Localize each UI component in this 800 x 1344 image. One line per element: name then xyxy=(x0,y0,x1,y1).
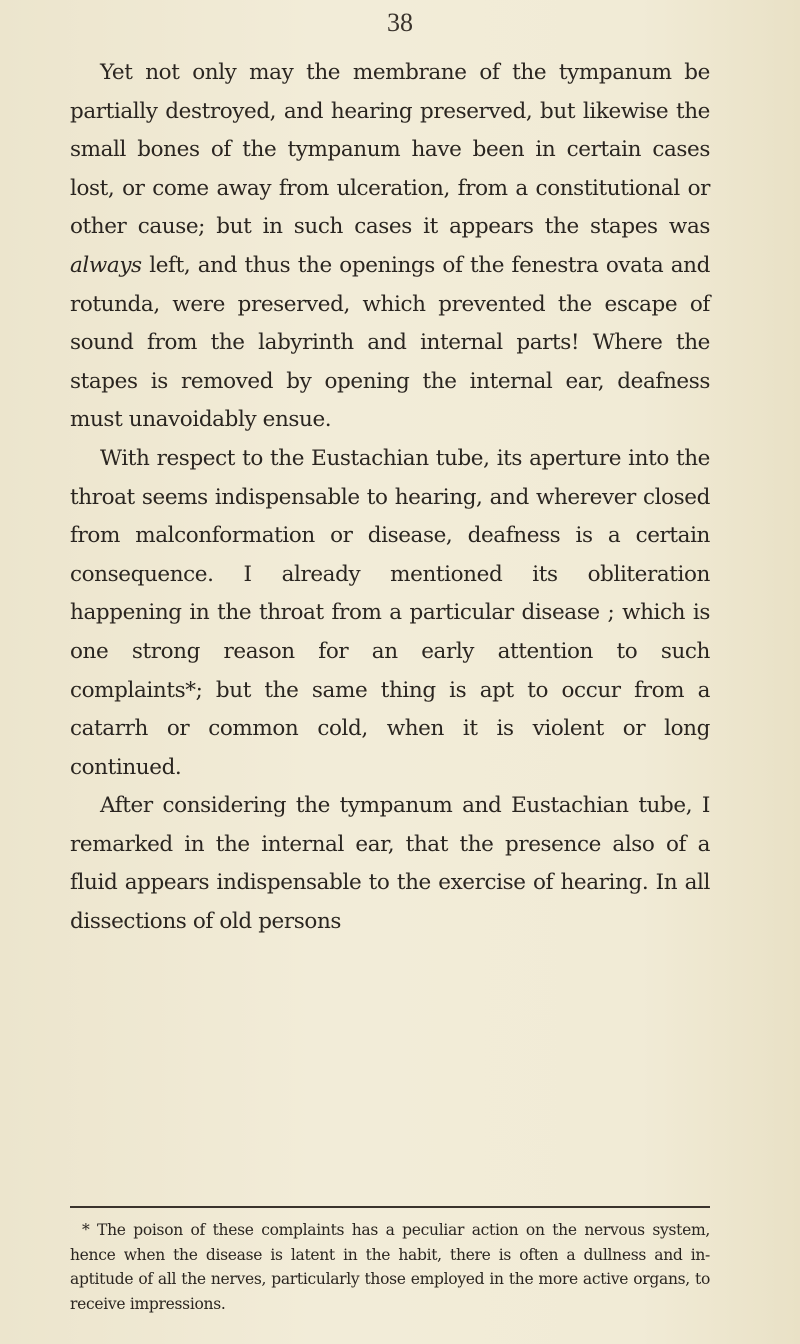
paragraph-1-text-after: left, and thus the openings of the fenestra ovata and rotunda, were preserved, which prevented the escape of sound from the labyrinth and internal parts! Where the stapes is removed by opening the internal ear, deafness must unavoidably ensue. xyxy=(70,252,710,433)
paragraph-1-text-before: Yet not only may the membrane of the tympanum be partially destroyed, and hearing preserved, but likewise the small bones of the tympanum have been in certain cases lost, or come away from ulceration, from a constitutional or other cause; but in such cases it appears the stapes was xyxy=(70,60,710,240)
paragraph-2: With respect to the Eustachian tube, its aperture into the throat seems indispensable to hearing, and wherever closed from malconformation or disease, deafness is a certain consequence. I already mentioned its obliteration happening in the throat from a particular disease ; which is one strong reason for an early attention to such complaints*; but the same thing is apt to occur from a catarrh or common cold, when it is violent or long continued. xyxy=(70,445,710,780)
paragraph-1 xyxy=(70,54,710,440)
emphasis-always: always xyxy=(70,252,142,278)
body-text xyxy=(70,54,710,942)
footnote-rule xyxy=(70,1206,710,1208)
paragraph-3: After considering the tympanum and Eustachian tube, I remarked in the internal ear, that the presence also of a fluid appears indispensable to the exercise of hearing. In all dissections of old persons xyxy=(70,793,710,935)
page-number: 38 xyxy=(387,8,413,37)
footnote: * The poison of these complaints has a peculiar action on the nervous system, hence when the disease is latent in the habit, there is often a dullness and in-aptitude of all the nerves, particularly those employed in the more active organs, to receive impressions. xyxy=(70,1221,710,1313)
